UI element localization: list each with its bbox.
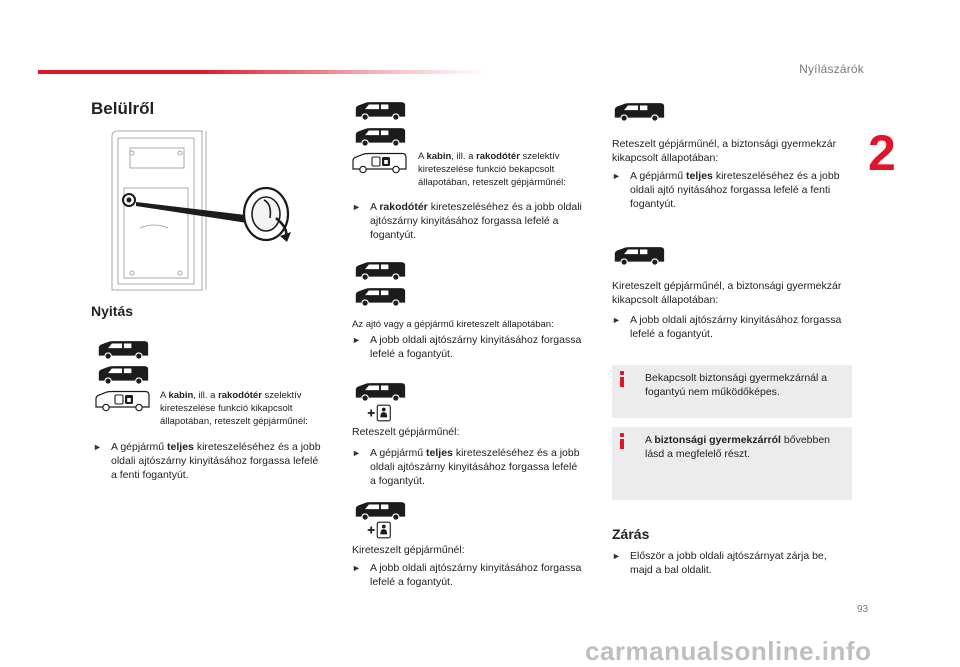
van-icon	[612, 101, 666, 123]
van-icon	[353, 126, 407, 148]
van-icon	[353, 286, 407, 308]
child-lock-icon	[366, 404, 392, 422]
info-icon	[620, 371, 624, 387]
bullet-full-unlock-child: ► A gépjármű teljes kireteszeléséhez és a jobb oldali ajtószárny kinyitásához forgassa lefelé a fogantyút.	[352, 447, 580, 487]
child-lock-icon	[366, 521, 392, 539]
bullet-arrow-icon: ►	[93, 442, 102, 452]
watermark: carmanualsonline.info	[585, 636, 872, 666]
section-title: Nyílászárók	[799, 62, 864, 76]
caption-unlocked-2: Kireteszelt gépjárműnél:	[352, 544, 465, 556]
heading-inside: Belülről	[91, 99, 155, 118]
van-icon	[353, 500, 407, 522]
caption-selective-on: A kabin, ill. a rakodótér szelektív kireteszelése funkció bekapcsolt állapotában, reteszelt gépjárműnél:	[418, 151, 566, 188]
van-icon	[353, 381, 407, 403]
lock-icon	[350, 152, 408, 174]
bullet-arrow-icon: ►	[352, 335, 361, 345]
lock-icon	[93, 390, 151, 412]
bullet-arrow-icon: ►	[612, 315, 621, 325]
van-icon	[612, 245, 666, 267]
door-handle-illustration	[94, 128, 326, 296]
van-icon	[353, 100, 407, 122]
bullet-arrow-icon: ►	[352, 563, 361, 573]
van-icon	[96, 339, 150, 361]
info-box-childlock	[612, 365, 852, 418]
bullet-closing: ► Először a jobb oldali ajtószárnyat zárja be, majd a bal oldalit.	[612, 550, 827, 576]
bullet-open-right-2: ► A jobb oldali ajtószárny kinyitásához forgassa lefelé a fogantyút.	[352, 562, 582, 588]
bullet-full-unlock: ► A gépjármű teljes kireteszeléséhez és a jobb oldali ajtószárny kinyitásához forgassa lefelé a fenti fogantyút.	[93, 441, 321, 481]
chapter-number: 2	[868, 125, 896, 181]
page-number: 93	[857, 604, 869, 615]
heading-opening: Nyitás	[91, 303, 134, 319]
caption-selective-off: A kabin, ill. a rakodótér szelektív kireteszelése funkció kikapcsolt állapotában, reteszelt gépjárműnél:	[160, 390, 308, 427]
van-icon	[96, 364, 150, 386]
caption-unlocked: Az ajtó vagy a gépjármű kireteszelt állapotában:	[352, 319, 554, 330]
bullet-cargo-unlock: ► A rakodótér kireteszeléséhez és a jobb oldali ajtószárny kinyitásához forgassa lefelé a fogantyút.	[352, 201, 582, 241]
bullet-open-right-3: ► A jobb oldali ajtószárny kinyitásához forgassa lefelé a fogantyút.	[612, 314, 842, 340]
bullet-arrow-icon: ►	[352, 448, 361, 458]
caption-locked: Reteszelt gépjárműnél:	[352, 426, 460, 438]
info-text-childlock: Bekapcsolt biztonsági gyermekzárnál a fogantyú nem működőképes.	[645, 372, 828, 398]
info-icon	[620, 433, 624, 449]
info-box-reference	[612, 427, 852, 500]
bullet-full-unlock-door: ► A gépjármű teljes kireteszeléséhez és a jobb oldali ajtó nyitásához forgassa lefelé a fenti fogantyút.	[612, 170, 840, 210]
heading-closing: Zárás	[612, 526, 650, 542]
header-red-bar	[38, 70, 488, 74]
bullet-arrow-icon: ►	[612, 171, 621, 181]
info-text-reference: A biztonsági gyermekzárról bővebben lásd a megfelelő részt.	[645, 434, 831, 460]
bullet-open-right: ► A jobb oldali ajtószárny kinyitásához forgassa lefelé a fogantyút.	[352, 334, 582, 360]
bullet-arrow-icon: ►	[612, 551, 621, 561]
caption-unlocked-childlock-off: Kireteszelt gépjárműnél, a biztonsági gyermekzár kikapcsolt állapotában:	[612, 280, 842, 306]
bullet-arrow-icon: ►	[352, 202, 361, 212]
caption-locked-childlock-off: Reteszelt gépjárműnél, a biztonsági gyermekzár kikapcsolt állapotában:	[612, 138, 837, 164]
van-icon	[353, 260, 407, 282]
